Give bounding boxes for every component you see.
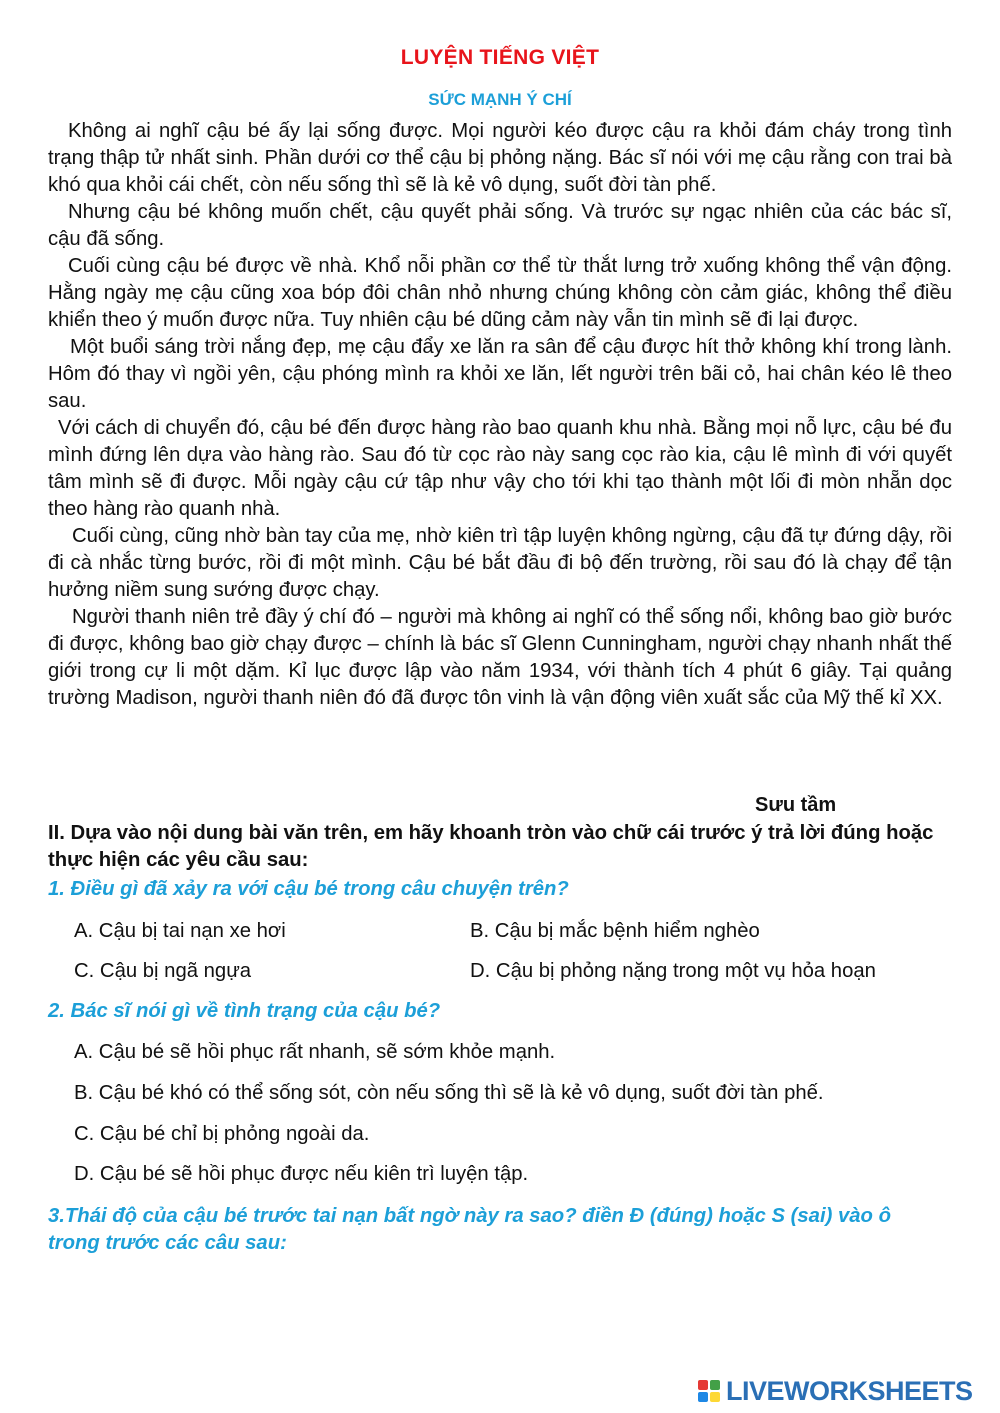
instruction-heading: II. Dựa vào nội dung bài văn trên, em hãy khoanh tròn vào chữ cái trước ý trả lời đúng hoặc thực hiện các yêu cầu sau: — [48, 822, 934, 871]
q1-option-c[interactable]: C. Cậu bị ngã ngựa — [74, 960, 252, 982]
liveworksheets-watermark — [698, 1376, 973, 1406]
question-2: 2. Bác sĩ nói gì về tình trạng của cậu bé? — [48, 1000, 441, 1022]
watermark-text: LIVEWORKSHEETS — [726, 1375, 973, 1406]
q2-option-b[interactable]: B. Cậu bé khó có thể sống sót, còn nếu sống thì sẽ là kẻ vô dụng, suốt đời tàn phế. — [74, 1082, 824, 1104]
q1-option-a[interactable]: A. Cậu bị tai nạn xe hơi — [74, 920, 286, 942]
page-title: LUYỆN TIẾNG VIỆT — [400, 46, 600, 69]
story-paragraph: Với cách di chuyển đó, cậu bé đến được hàng rào bao quanh khu nhà. Bằng mọi nỗ lực, cậu bé đu mình đứng lên dựa vào hàng rào. Sau đó từ cọc rào này sang cọc rào kia, cậu lê mình đi với quyết tâm mình sẽ đi được. Mỗi ngày cậu cứ tập như vậy cho tới khi tạo thành một lối đi mòn nhẵn dọc theo hàng rào quanh nhà. — [48, 417, 952, 520]
source-credit: Sưu tầm — [755, 794, 837, 816]
story-paragraph: Nhưng cậu bé không muốn chết, cậu quyết phải sống. Và trước sự ngạc nhiên của các bác sĩ, cậu đã sống. — [48, 201, 952, 250]
question-1: 1. Điều gì đã xảy ra với cậu bé trong câu chuyện trên? — [48, 878, 569, 900]
q2-option-a[interactable]: A. Cậu bé sẽ hồi phục rất nhanh, sẽ sớm khỏe mạnh. — [74, 1041, 556, 1063]
liveworksheets-logo-icon — [698, 1380, 720, 1402]
q1-option-b[interactable]: B. Cậu bị mắc bệnh hiểm nghèo — [470, 920, 760, 942]
story-paragraph: Cuối cùng cậu bé được về nhà. Khổ nỗi phần cơ thể từ thắt lưng trở xuống không thể vận động. Hằng ngày mẹ cậu cũng xoa bóp đôi chân nhỏ nhưng chúng không còn cảm giác, không thể điều khiển theo ý muốn được nữa. Tuy nhiên cậu bé dũng cảm này vẫn tin mình sẽ đi lại được. — [48, 255, 952, 331]
story-text — [48, 118, 952, 712]
story-paragraph: Cuối cùng, cũng nhờ bàn tay của mẹ, nhờ kiên trì tập luyện không ngừng, cậu đã tự đứng dậy, rồi đi cà nhắc từng bước, rồi đi một mình. Cậu bé bắt đầu đi bộ đến trường, rồi sau đó là chạy để tận hưởng niềm sung sướng được chạy. — [48, 525, 952, 601]
q1-option-d[interactable]: D. Cậu bị phỏng nặng trong một vụ hỏa hoạn — [470, 960, 876, 982]
story-paragraph: Một buổi sáng trời nắng đẹp, mẹ cậu đẩy xe lăn ra sân để cậu được hít thở không khí trong lành. Hôm đó thay vì ngồi yên, cậu phóng mình ra khỏi xe lăn, lết người trên bãi cỏ, hai chân kéo lê theo sau. — [48, 336, 952, 412]
story-paragraph: Người thanh niên trẻ đầy ý chí đó – người mà không ai nghĩ có thể sống nổi, không bao giờ bước đi được, không bao giờ chạy được – chính là bác sĩ Glenn Cunningham, người chạy nhanh nhất thế giới trong cự li một dặm. Kỉ lục được lập vào năm 1934, với thành tích 4 phút 6 giây. Tại quảng trường Madison, người thanh niên đó đã được tôn vinh là vận động viên xuất sắc của Mỹ thế kỉ XX. — [48, 606, 952, 709]
question-3: 3.Thái độ của cậu bé trước tai nạn bất ngờ này ra sao? điền Đ (đúng) hoặc S (sai) vào ô trong trước các câu sau: — [48, 1205, 891, 1254]
q2-option-c[interactable]: C. Cậu bé chỉ bị phỏng ngoài da. — [74, 1123, 370, 1145]
q2-option-d[interactable]: D. Cậu bé sẽ hồi phục được nếu kiên trì luyện tập. — [74, 1163, 529, 1185]
story-title: SỨC MẠNH Ý CHÍ — [428, 90, 572, 109]
story-paragraph: Không ai nghĩ cậu bé ấy lại sống được. Mọi người kéo được cậu ra khỏi đám cháy trong tình trạng thập tử nhất sinh. Phần dưới cơ thể cậu bị phỏng nặng. Bác sĩ nói với mẹ cậu rằng con trai bà khó qua khỏi cái chết, còn nếu sống thì sẽ là kẻ vô dụng, suốt đời tàn phế. — [48, 120, 952, 196]
